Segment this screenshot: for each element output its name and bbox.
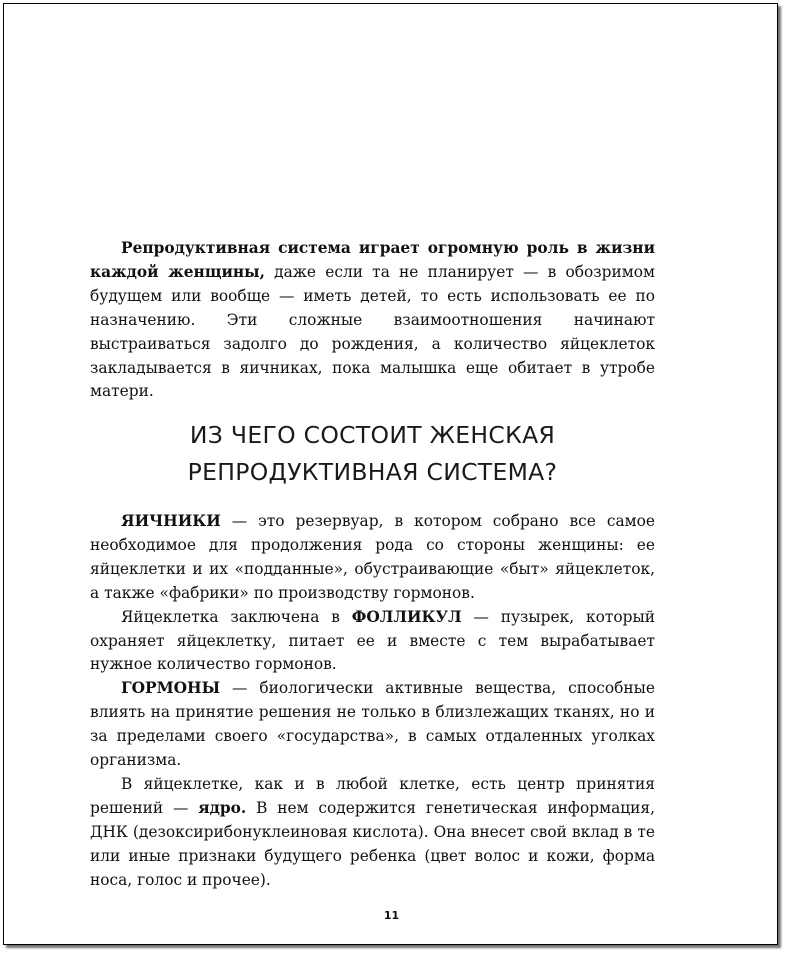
paragraph-nucleus (90, 773, 655, 893)
paragraph-hormones (90, 677, 655, 773)
nucleus-text-before: В яйцеклетке, как и в любой клетке, есть центр принятия решений — (90, 774, 655, 817)
nucleus-text-after: В нем содержится генетическая информация, ДНК (дезоксирибонуклеиновая кислота). Она внесет свой вклад в те или иные признаки будущего ребенка (цвет волос и кожи, форма носа, голос и прочее). (90, 798, 655, 889)
section-heading (90, 417, 655, 491)
term-follicle: ФОЛЛИКУЛ (351, 607, 462, 626)
intro-lead-bold: Репродуктивная система играет огромную роль в жизни каждой женщины, (90, 239, 655, 281)
intro-section (90, 237, 655, 404)
heading-line-2: РЕПРОДУКТИВНАЯ СИСТЕМА? (187, 458, 558, 486)
term-ovaries: ЯИЧНИКИ (121, 512, 221, 530)
intro-paragraph (90, 237, 655, 404)
follicle-text-before: Яйцеклетка заключена в (121, 607, 352, 626)
term-nucleus: ядро. (198, 798, 247, 817)
paragraph-ovaries (90, 510, 655, 606)
intro-text: даже если та не планирует — в обозримом будущем или вообще — иметь детей, то есть использовать ее по назначению. Эти сложные взаимоотношения начинают выстраиваться задолго до рождения, а количество яйцеклеток закладывается в яичниках, пока малышка еще обитает в утробе матери. (90, 262, 655, 401)
ovaries-text: — это резервуар, в котором собрано все самое необходимое для продолжения рода со стороны женщины: ее яйцеклетки и их «подданные», обустраивающие «быт» яйцеклеток, а также «фабрики» по производству гормонов. (90, 512, 655, 602)
hormones-text: — биологически активные вещества, способные влиять на принятие решения не только в близлежащих тканях, но и за пределами своего «государства», в самых отдаленных уголках организма. (90, 679, 655, 770)
page-number: 11 (383, 909, 400, 922)
body-section (90, 510, 655, 893)
book-page (3, 3, 778, 945)
paragraph-follicle (90, 606, 655, 678)
heading-line-1: ИЗ ЧЕГО СОСТОИТ ЖЕНСКАЯ (189, 421, 556, 449)
term-hormones: ГОРМОНЫ (121, 679, 221, 698)
follicle-text-after: — пузырек, который охраняет яйцеклетку, питает ее и вместе с тем вырабатывает нужное количество гормонов. (90, 607, 655, 674)
